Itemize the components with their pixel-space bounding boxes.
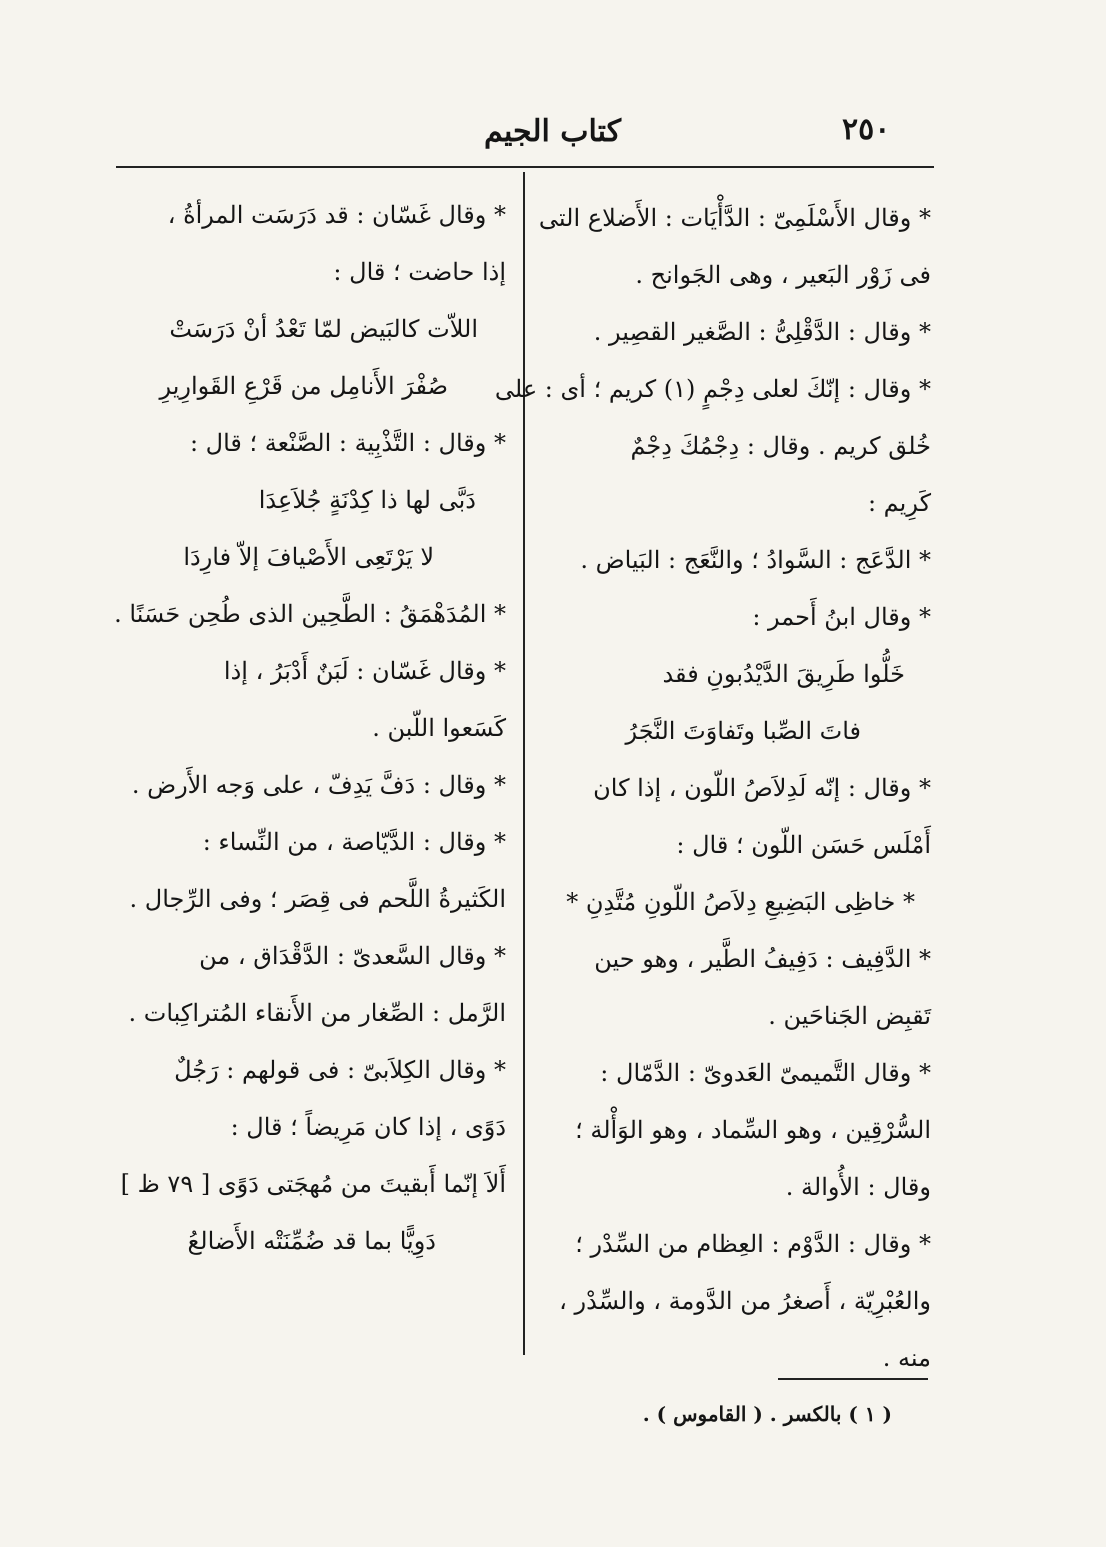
text-line: * وقال : الدَّقْلِىُّ : الصَّغير القصِير . [593, 318, 931, 346]
text-line: تَقبِض الجَناحَين . [768, 1002, 931, 1030]
text-line: كَسَعوا اللّبن . [372, 714, 506, 742]
text-line: * وقال السَّعدىّ : الدَّقْدَاق ، من [199, 942, 506, 970]
text-line: * الدَّعَج : السَّوادُ ؛ والنَّعَج : البَياض . [580, 546, 931, 574]
text-line: * وقال الكِلاَبىّ : فى قولهم : رَجُلٌ [174, 1056, 506, 1084]
verse-line: دَوِيًّا بما قد ضُمِّنَتْه الأَضالعُ [187, 1227, 436, 1255]
text-line: * وقال : دَفَّ يَدِفّ ، على وَجه الأَرض . [131, 771, 506, 799]
left-column [108, 187, 506, 1270]
text-line: * وقال : التَّذْبِية : الصَّنْعة ؛ قال : [189, 429, 506, 457]
text-line: * وقال التَّميمىّ العَدوىّ : الدَّمّال : [600, 1059, 931, 1087]
text-line: * وقال غَسّان : قد دَرَسَت المرأةُ ، [167, 201, 506, 229]
text-line: * وقال : إنّكَ لعلى دِجْمٍ (١) كريم ؛ أى : على [494, 375, 931, 403]
verse-line: فاتَ الصِّبا وتَفاوَتَ النَّجَرُ [625, 717, 861, 745]
verse-line: * خاظِى البَضِيعِ دِلاَصُ اللّونِ مُتَّدِنِ * [566, 888, 915, 916]
verse-line: لا يَرْتَعِى الأَصْيافَ إلاّ فارِدَا [183, 543, 434, 571]
text-line: الرَّمل : الصِّغار من الأَنقاء المُتراكِبات . [128, 999, 506, 1027]
column-divider [523, 172, 525, 1355]
text-line: فى زَوْر البَعير ، وهى الجَوانح . [635, 261, 931, 289]
text-line: كَرِيم : [867, 489, 931, 517]
text-line: والعُبْرِيّة ، أَصغرُ من الدَّومة ، والسِّدْر ، [559, 1287, 931, 1315]
page-number: ٢٥٠ [842, 112, 891, 147]
page-header-title: كتاب الجيم [484, 114, 622, 149]
text-line: * وقال ابنُ أَحمر : [752, 603, 931, 631]
header-rule [116, 166, 934, 168]
text-line: خُلق كريم . وقال : دِجْمُكَ دِجْمٌ [630, 432, 931, 460]
text-line: إذا حاضت ؛ قال : [333, 258, 506, 286]
text-line: السُّرْقِين ، وهو السِّماد ، وهو الوَأْلة ؛ [575, 1116, 931, 1144]
verse-line: صُفْرَ الأَنامِل من قَرْعِ القَوارِيرِ [159, 372, 448, 400]
text-line: الكَثيرةُ اللَّحم فى قِصَر ؛ وفى الرِّجال . [129, 885, 506, 913]
text-line: * وقال : الدَّيّاصة ، من النِّساء : [202, 828, 506, 856]
text-line: * وقال غَسّان : لَبَنٌ أَدْبَرُ ، إذا [223, 657, 506, 685]
text-line: أَمْلَس حَسَن اللّون ؛ قال : [676, 831, 931, 859]
text-line: * وقال الأَسْلَمِىّ : الدَّأْيَات : الأَضلاع التى [538, 204, 931, 232]
text-line: وقال : الأُوالة . [785, 1173, 931, 1201]
text-line: * وقال : الدَّوْم : العِظام من السِّدْر ؛ [575, 1230, 931, 1258]
text-line: * المُدَهْمَقُ : الطَّحِين الذى طُحِن حَسَنًا . [114, 600, 506, 628]
verse-line: دَبَّى لها ذا كِدْنَةٍ جُلاَعِدَا [258, 486, 476, 514]
footnote-rule [778, 1378, 928, 1380]
right-column [494, 190, 931, 1387]
text-line: * وقال : إنّه لَدِلاَصُ اللّون ، إذا كان [593, 774, 931, 802]
verse-line: أَلاَ إنّما أَبقيتَ من مُهجَتى دَوًى [ ٧٩ ظ ] [120, 1170, 506, 1198]
verse-line: خَلُّوا طَرِيقَ الدَّيْدُبونِ فقد [662, 660, 905, 688]
footnote: ( ١ ) بالكسر . ( القاموس ) . [642, 1402, 892, 1426]
text-line: دَوًى ، إذا كان مَرِيضاً ؛ قال : [230, 1113, 506, 1141]
text-line: منه . [882, 1344, 931, 1372]
verse-line: اللاّت كالبَيض لمّا تَعْدُ أنْ دَرَسَتْ [169, 315, 478, 343]
text-line: * الدَّفِيف : دَفِيفُ الطَّير ، وهو حين [594, 945, 931, 973]
